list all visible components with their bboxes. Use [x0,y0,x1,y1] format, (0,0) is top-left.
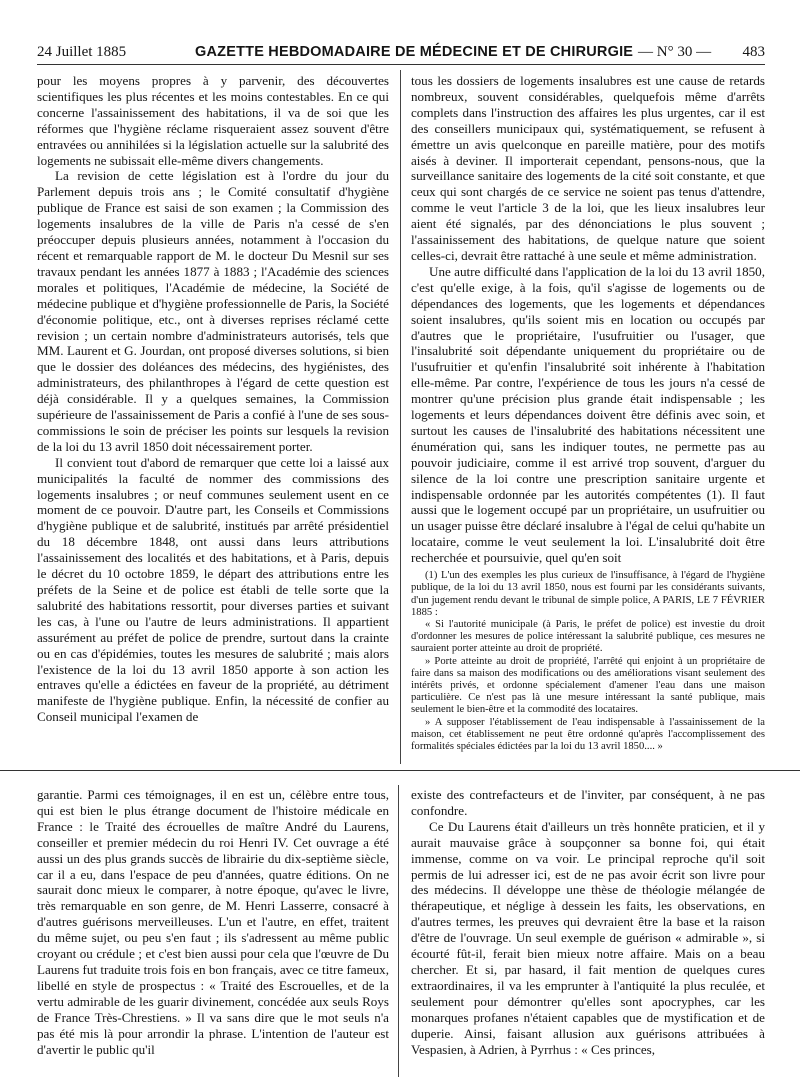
paragraph: Ce Du Laurens était d'ailleurs un très honnête praticien, et il y aurait mauvaise grâce à soupçonner sa bonne foi, qui était immense, comme on va voir. Le principal reproche qu'il soit permis de lui adresser ici, est de ne pas avoir écrit son livre pour des médecins. Il développe une thèse de théologie mélangée de thérapeutique, et néglige à dessein les faits, les observations, en d'autres termes, les preuves qui devraient être la base et la raison d'être de l'ouvrage. Un seul exemple de guérison « admirable », si écourté fût-il, ferait bien mieux notre affaire. Mais on a beau chercher. Et si, par hasard, il fait mention de quelques cures extraordinaires, il va les emprunter à l'antiquité la plus reculée, et seulement pour démontrer qu'elles sont apocryphes, car les monarques profanes n'étaient capables que de mystification et de duperie. Ainsi, faisant allusion aux guérisons attribuées à Vespasien, à Adrien, à Pyrrhus : « Ces princes, [411,818,765,1057]
footnote: » A supposer l'établissement de l'eau indispensable à l'assainissement de la maison, cet établissement ne peut être ordonné qu'après l'accomplissement des formalités spéciales édictées par la loi du 13 avril 1850.... » [411,716,765,752]
paragraph: Une autre difficulté dans l'application de la loi du 13 avril 1850, c'est qu'elle exige, à la fois, qu'il s'agisse de logements ou de dépendances des logements, que les logements et dépendances soient insalubres, qu'ils soient mis en location ou occupés par d'autres que le propriétaire, l'usufruitier ou l'usager, que l'insalubrité soit dépendante uniquement du propriétaire ou de l'usufruitier et qu'enfin l'insalubrité soit inhérente à l'habitation elle-même. Par contre, l'expérience de tous les jours n'a cessé de montrer qu'une précision plus grande était indispensable ; les logements et leurs dépendances doivent être définis avec soin, et surtout les causes de l'insalubrité des habitations nécessitent une énumération qui, sans les indiquer toutes, ne permette pas au pouvoir judiciaire, comme il est arrivé trop souvent, d'arguer du silence de la loi contre une prescription sanitaire urgente et indispensable ordonnée par les autorités compétentes (1). Il faut aussi que le logement occupé par un propriétaire, un usufruitier ou un usager puisse être déclaré insalubre à l'égal de celui qu'habite un locataire, comme le veut seulement la loi. L'insalubrité doit être recherchée et poursuivie, quel qu'en soit [411,263,765,566]
article-column-left [37,73,389,763]
footnotes [411,570,765,753]
footnote: (1) L'un des exemples les plus curieux de l'insuffisance, à l'égard de l'hygiène publique, de la loi du 13 avril 1850, nous est fourni par les considérants suivants, d'un jugement rendu devant le tribunal de simple police, A PARIS, LE 7 FÉVRIER 1885 : [411,570,765,618]
feuilleton-column-right [411,787,765,1077]
header-issue-number: — N° 30 — [638,44,712,60]
header-date: 24 Juillet 1885 [37,44,127,60]
paragraph: existe des contrefacteurs et de l'inviter, par conséquent, à ne pas confondre. [411,787,765,818]
footnote: » Porte atteinte au droit de propriété, l'arrêté qui enjoint à un propriétaire de faire dans sa maison des modifications ou des améliorations visant seulement des intérêts privés, et ordonne spécialement d'amener l'eau dans une maison particulière. Ce n'est pas là une mesure intéressant la santé publique, mais seulement le bien-être et la commodité des locataires. [411,655,765,716]
column-divider [400,70,401,764]
article-column-right [411,73,765,763]
page-header [37,44,765,66]
header-title: GAZETTE HEBDOMADAIRE DE MÉDECINE ET DE CHIRURGIE [195,44,634,60]
paragraph: tous les dossiers de logements insalubres est une cause de retards nombreux, souvent considérables, quelquefois même d'arrêts complets dans l'instruction des affaires les plus urgentes, car il est des conseillers municipaux qui, systématiquement, se refusent à émettre un avis quelconque en pareille matière, pour des motifs aisés à deviner. Il importerait cependant, pensons-nous, que la surveillance sanitaire des logements de la cité soit constante, et que ceux qui sont chargés de ce service ne soient pas tenus d'attendre, comme le veut l'article 3 de la loi, que les lieux insalubres leur aient été signalés, par des dénonciations le plus souvent ; l'assainissement des habitations, de quelque nature que soient celles-ci, devrait être rattaché à une seule et même administration. [411,73,765,263]
header-page-number: 483 [742,44,765,60]
paragraph: garantie. Parmi ces témoignages, il en est un, célèbre entre tous, qui est bien le plus étrange document de l'histoire médicale en France : le Traité des écrouelles de maître André du Laurens, conseiller et premier médecin du roi Henri IV. Cet ouvrage a été aussi un des plus grands succès de librairie du dix-septième siècle, car il a eu, dans l'espace de peu d'années, quatre éditions. On ne saurait donc mieux le comparer, à notre époque, qu'avec le livre, très remarquable en son genre, de M. Henri Lasserre, consacré à d'autres guérisons merveilleuses. L'un et l'autre, en effet, traitent du même sujet, ou peu s'en faut ; ils s'adressent au même public croyant ou crédule ; et c'est bien aussi pour cela que l'œuvre de Du Laurens fut traduite trois fois en bon français, avec ce titre fameux, libellé en style de prospectus : « Traité des Escrouelles, et de la vertu admirable de les guarir divinement, concédée aux seuls Roys de France Très-Chrestiens. » Il va sans dire que le mot seuls n'a pas été mis là pour arrondir la phrase. L'intention de l'auteur est d'avertir le public qu'il [37,787,389,1057]
footnote: « Si l'autorité municipale (à Paris, le préfet de police) est investie du droit d'ordonner les mesures de police intéressant la salubrité publique, ces mesures ne sauraient porter atteinte au droit de propriété. [411,618,765,655]
feuilleton-rule [0,770,800,771]
header-rule [37,64,765,65]
paragraph: pour les moyens propres à y parvenir, des découvertes scientifiques les plus récentes et les moins contestables. En ce qui concerne l'assainissement des habitations, il va de soi que les réformes que l'hygiène réclame risqueraient assez souvent d'être entravées ou annihilées si la législation actuelle sur la salubrité des logements ne subissait elle-même divers changements. [37,73,389,168]
paragraph: Il convient tout d'abord de remarquer que cette loi a laissé aux municipalités la faculté de nommer des commissions des logements insalubres ; or neuf communes seulement usent en ce moment de ce pouvoir. D'autre part, les Conseils et Commissions d'hygiène publique et de salubrité, institués par arrêté présidentiel du 18 décembre 1848, ont aussi dans leurs attributions l'assainissement des localités et des habitations, et à Paris, depuis le décret du 10 octobre 1859, le départ des attributions entre les préfets de la Seine et de police est établi de telle sorte que la salubrité des habitations ressortit, pour diverses parties et suivant les cas, à l'une ou l'autre de leurs administrations. Il appartient assurément au préfet de police de prendre, surtout dans la crainte ou en cas d'épidémies, toutes les mesures de salubrité ; mais alors l'existence de la loi du 13 avril 1850 apporte à son action les entraves qu'elle a édictées en faveur de la propriété, au détriment manifeste de l'hygiène publique. Enfin, la nécessité de confier au Conseil municipal l'examen de [37,454,389,725]
feuilleton-column-left [37,787,389,1077]
column-divider [398,785,399,1077]
paragraph: La revision de cette législation est à l'ordre du jour du Parlement depuis trois ans ; le Comité consultatif d'hygiène publique de France est saisi de son examen ; la Commission des logements insalubres de la ville de Paris n'a cessé de s'en préoccuper depuis plusieurs années, notamment à l'occasion du récent et remarquable rapport de M. le docteur Du Mesnil sur ses travaux pendant les années 1877 à 1883 ; l'Académie des sciences morales et politiques, l'Académie de médecine, la Société de médecine publique et d'hygiène professionnelle de Paris, la Société d'économie politique, etc., ont à diverses reprises réclamé cette revision ; un certain nombre d'administrateurs autorisés, tels que MM. Laurent et G. Jourdan, ont proposé diverses solutions, si bien que le dossier des doléances des médecins, des hygiénistes, des administrateurs, des philanthropes à l'égard de cette question est déjà considérable. Il y a quelques semaines, la Commission supérieure de l'assainissement de Paris a confié à l'une de ses sous-commissions le soin de préciser les points sur lesquels la revision de la loi du 13 avril 1850 doit nécessairement porter. [37,168,389,454]
